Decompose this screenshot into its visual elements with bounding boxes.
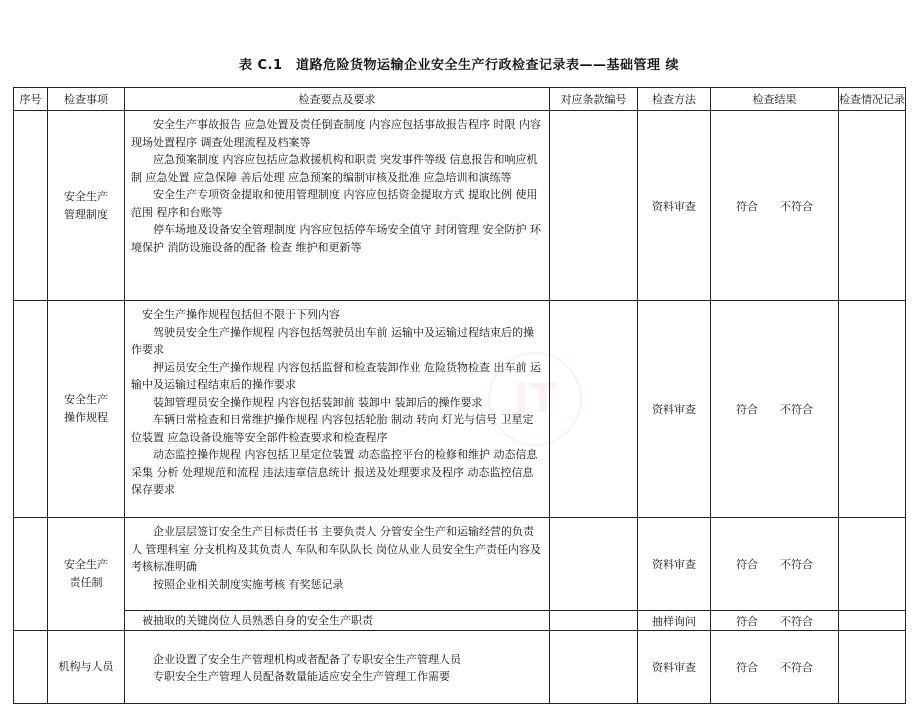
requirement-text: 装卸管理员安全操作规程 内容包括装卸前 装卸中 装卸后的操作要求 bbox=[153, 395, 483, 409]
requirement-text: 车辆日常检查和日常维护操作规程 内容包括轮胎 制动 转向 灯光与信号 卫星定位装置 应急设备设施等安全部件检查要求和检查程序 bbox=[131, 413, 534, 444]
result-ok-option[interactable]: 符合 bbox=[736, 403, 758, 416]
requirement-text: 停车场地及设备安全管理制度 内容应包括停车场安全值守 封闭管理 安全防护 环境保护 消防设施设备的配备 检查 维护和更新等 bbox=[131, 223, 541, 254]
requirement-text: 被抽取的关键岗位人员熟悉自身的安全生产职责 bbox=[142, 614, 373, 627]
category-label: 机构与人员 bbox=[58, 660, 114, 673]
header-clause: 对应条款编号 bbox=[550, 88, 638, 111]
result-not-ok-option[interactable]: 不符合 bbox=[780, 403, 813, 416]
watermark-text: JT bbox=[513, 376, 557, 422]
result-ok-option[interactable]: 符合 bbox=[736, 199, 758, 213]
result-not-ok-option[interactable]: 不符合 bbox=[780, 199, 813, 213]
header-row bbox=[14, 88, 906, 111]
category-label: 安全生产 操作规程 bbox=[64, 393, 108, 424]
requirement-text: 动态监控操作规程 内容包括卫星定位装置 动态监控平台的检修和维护 动态信息采集 分析 处理规范和流程 违法违章信息统计 报送及处理要求及程序 动态监控信息保存要求 bbox=[131, 448, 538, 496]
record-cell[interactable] bbox=[839, 301, 906, 518]
requirement-text: 按照企业相关制度实施考核 有奖惩记录 bbox=[153, 577, 344, 591]
requirements-cell bbox=[125, 631, 550, 704]
category-cell bbox=[48, 301, 125, 518]
category-label: 安全生产 管理制度 bbox=[64, 189, 108, 221]
inspection-table bbox=[13, 87, 906, 704]
result-cell bbox=[711, 611, 839, 631]
seq-cell bbox=[14, 518, 48, 631]
result-cell bbox=[711, 111, 839, 301]
requirement-text: 企业层层签订安全生产目标责任书 主要负责人 分管安全生产和运输经营的负责人 管理科室 分支机构及其负责人 车队和车队队长 岗位从业人员安全生产责任内容及考核标准明确 bbox=[131, 525, 541, 573]
category-cell bbox=[48, 111, 125, 301]
record-cell[interactable] bbox=[839, 518, 906, 611]
requirement-text: 安全生产事故报告 应急处置及责任倒查制度 内容应包括事故报告程序 时限 内容 现场处置程序 调查处理流程及档案等 bbox=[131, 118, 541, 149]
method-cell: 资料审查 bbox=[638, 518, 711, 611]
method-cell: 资料审查 bbox=[638, 301, 711, 518]
seq-cell bbox=[14, 631, 48, 704]
clause-cell bbox=[550, 301, 638, 518]
page-title: 表 C.1 道路危险货物运输企业安全生产行政检查记录表——基础管理 续 bbox=[238, 58, 680, 73]
header-record: 检查情况记录 bbox=[839, 88, 906, 111]
requirements-cell bbox=[125, 111, 550, 301]
record-cell[interactable] bbox=[839, 631, 906, 704]
category-cell bbox=[48, 631, 125, 704]
result-cell bbox=[711, 631, 839, 704]
requirement-text: 专职安全生产管理人员配备数量能适应安全生产管理工作需要 bbox=[153, 670, 450, 683]
table-row bbox=[14, 111, 906, 301]
clause-cell bbox=[550, 631, 638, 704]
table-row bbox=[14, 301, 906, 518]
method-cell: 资料审查 bbox=[638, 631, 711, 704]
header-points: 检查要点及要求 bbox=[125, 88, 550, 111]
result-ok-option[interactable]: 符合 bbox=[736, 614, 758, 628]
result-cell bbox=[711, 518, 839, 611]
requirements-cell bbox=[125, 611, 550, 631]
header-result: 检查结果 bbox=[711, 88, 839, 111]
requirements-cell bbox=[125, 301, 550, 518]
record-cell[interactable] bbox=[839, 611, 906, 631]
header-item: 检查事项 bbox=[48, 88, 125, 111]
requirement-text: 押运员安全生产操作规程 内容包括监督和检查装卸作业 危险货物检查 出车前 运输中及运输过程结束后的操作要求 bbox=[131, 360, 541, 391]
table-row bbox=[14, 631, 906, 704]
table-row bbox=[14, 611, 906, 631]
requirement-text: 应急预案制度 内容应包括应急救援机构和职责 突发事件等级 信息报告和响应机制 应急处置 应急保障 善后处理 应急预案的编制审核及批准 应急培训和演练等 bbox=[131, 153, 538, 184]
method-cell: 抽样询问 bbox=[638, 611, 711, 631]
requirement-text: 企业设置了安全生产管理机构或者配备了专职安全生产管理人员 bbox=[153, 652, 461, 666]
category-cell bbox=[48, 518, 125, 631]
method-cell: 资料审查 bbox=[638, 111, 711, 301]
seq-cell bbox=[14, 111, 48, 301]
requirement-text: 驾驶员安全生产操作规程 内容包括驾驶员出车前 运输中及运输过程结束后的操作要求 bbox=[131, 325, 534, 356]
result-ok-option[interactable]: 符合 bbox=[736, 661, 758, 674]
table-row bbox=[14, 518, 906, 611]
result-cell bbox=[711, 301, 839, 518]
requirement-text: 安全生产专项资金提取和使用管理制度 内容应包括资金提取方式 提取比例 使用范围 程序和台账等 bbox=[131, 188, 538, 219]
clause-cell bbox=[550, 518, 638, 611]
result-not-ok-option[interactable]: 不符合 bbox=[780, 661, 813, 674]
clause-cell bbox=[550, 111, 638, 301]
category-label: 安全生产 责任制 bbox=[64, 558, 108, 589]
clause-cell bbox=[550, 611, 638, 631]
result-not-ok-option[interactable]: 不符合 bbox=[780, 614, 813, 628]
requirement-intro: 安全生产操作规程包括但不限于下列内容 bbox=[142, 308, 340, 321]
result-ok-option[interactable]: 符合 bbox=[736, 558, 758, 571]
header-method: 检查方法 bbox=[638, 88, 711, 111]
result-not-ok-option[interactable]: 不符合 bbox=[780, 558, 813, 571]
header-seq: 序号 bbox=[14, 88, 48, 111]
requirements-cell bbox=[125, 518, 550, 611]
record-cell[interactable] bbox=[839, 111, 906, 301]
seq-cell bbox=[14, 301, 48, 518]
